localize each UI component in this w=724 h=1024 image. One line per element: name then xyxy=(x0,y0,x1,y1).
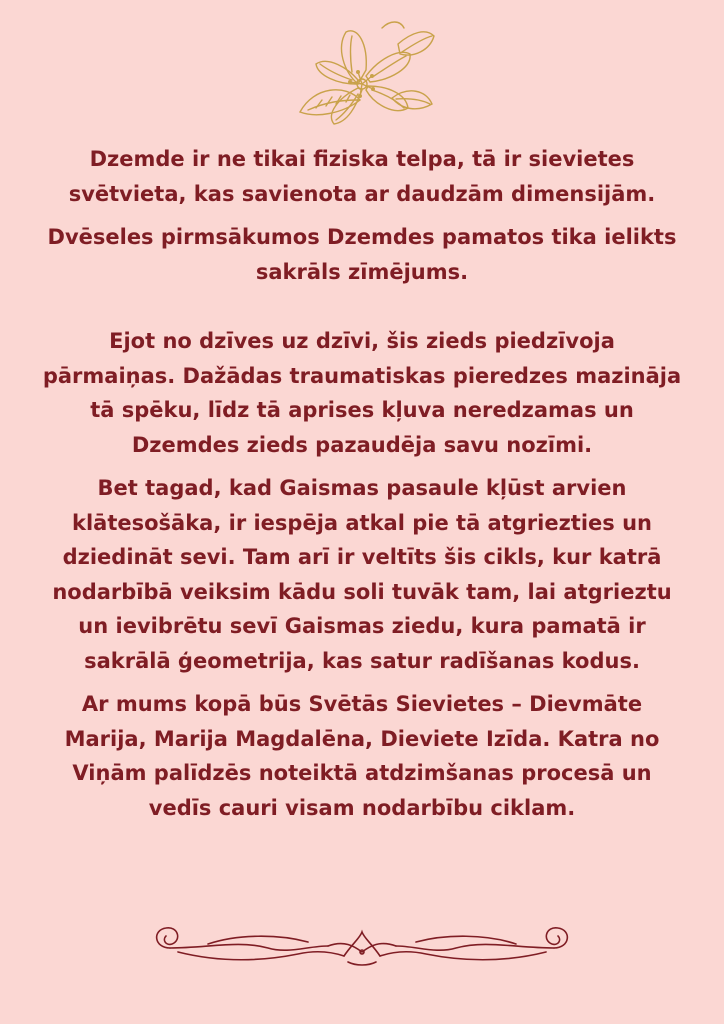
paragraph-2: Dvēseles pirmsākumos Dzemdes pamatos tika ielikts sakrāls zīmējums. xyxy=(47,225,677,284)
paragraph-4: Bet tagad, kad Gaismas pasaule kļūst arvien klātesošāka, ir iespēja atkal pie tā atgriezties un dziedināt sevi. Tam arī ir veltīts šis cikls, kur katrā nodarbībā veiksim kādu soli tuvāk tam, lai atgrieztu un ievibrētu sevī Gaismas ziedu, kura pamatā ir sakrālā ģeometrija, kas satur radīšanas kodus. xyxy=(52,476,672,673)
flower-ornament-icon xyxy=(286,14,438,132)
scroll-flourish-icon xyxy=(148,922,576,974)
paragraph-3: Ejot no dzīves uz dzīvi, šis zieds piedzīvoja pārmaiņas. Dažādas traumatiskas pieredzes mazināja tā spēku, līdz tā aprises kļuva neredzamas un Dzemdes zieds pazaudēja savu nozīmi. xyxy=(42,329,682,457)
paragraph-1: Dzemde ir ne tikai fiziska telpa, tā ir sievietes svētvieta, kas savienota ar daudzām dimensijām. xyxy=(68,147,656,206)
main-text xyxy=(40,142,684,834)
paragraph-5: Ar mums kopā būs Svētās Sievietes – Dievmāte Marija, Marija Magdalēna, Dieviete Izīda. Katra no Viņām palīdzēs noteiktā atdzimšanas procesā un vedīs cauri visam nodarbību ciklam. xyxy=(64,692,660,820)
